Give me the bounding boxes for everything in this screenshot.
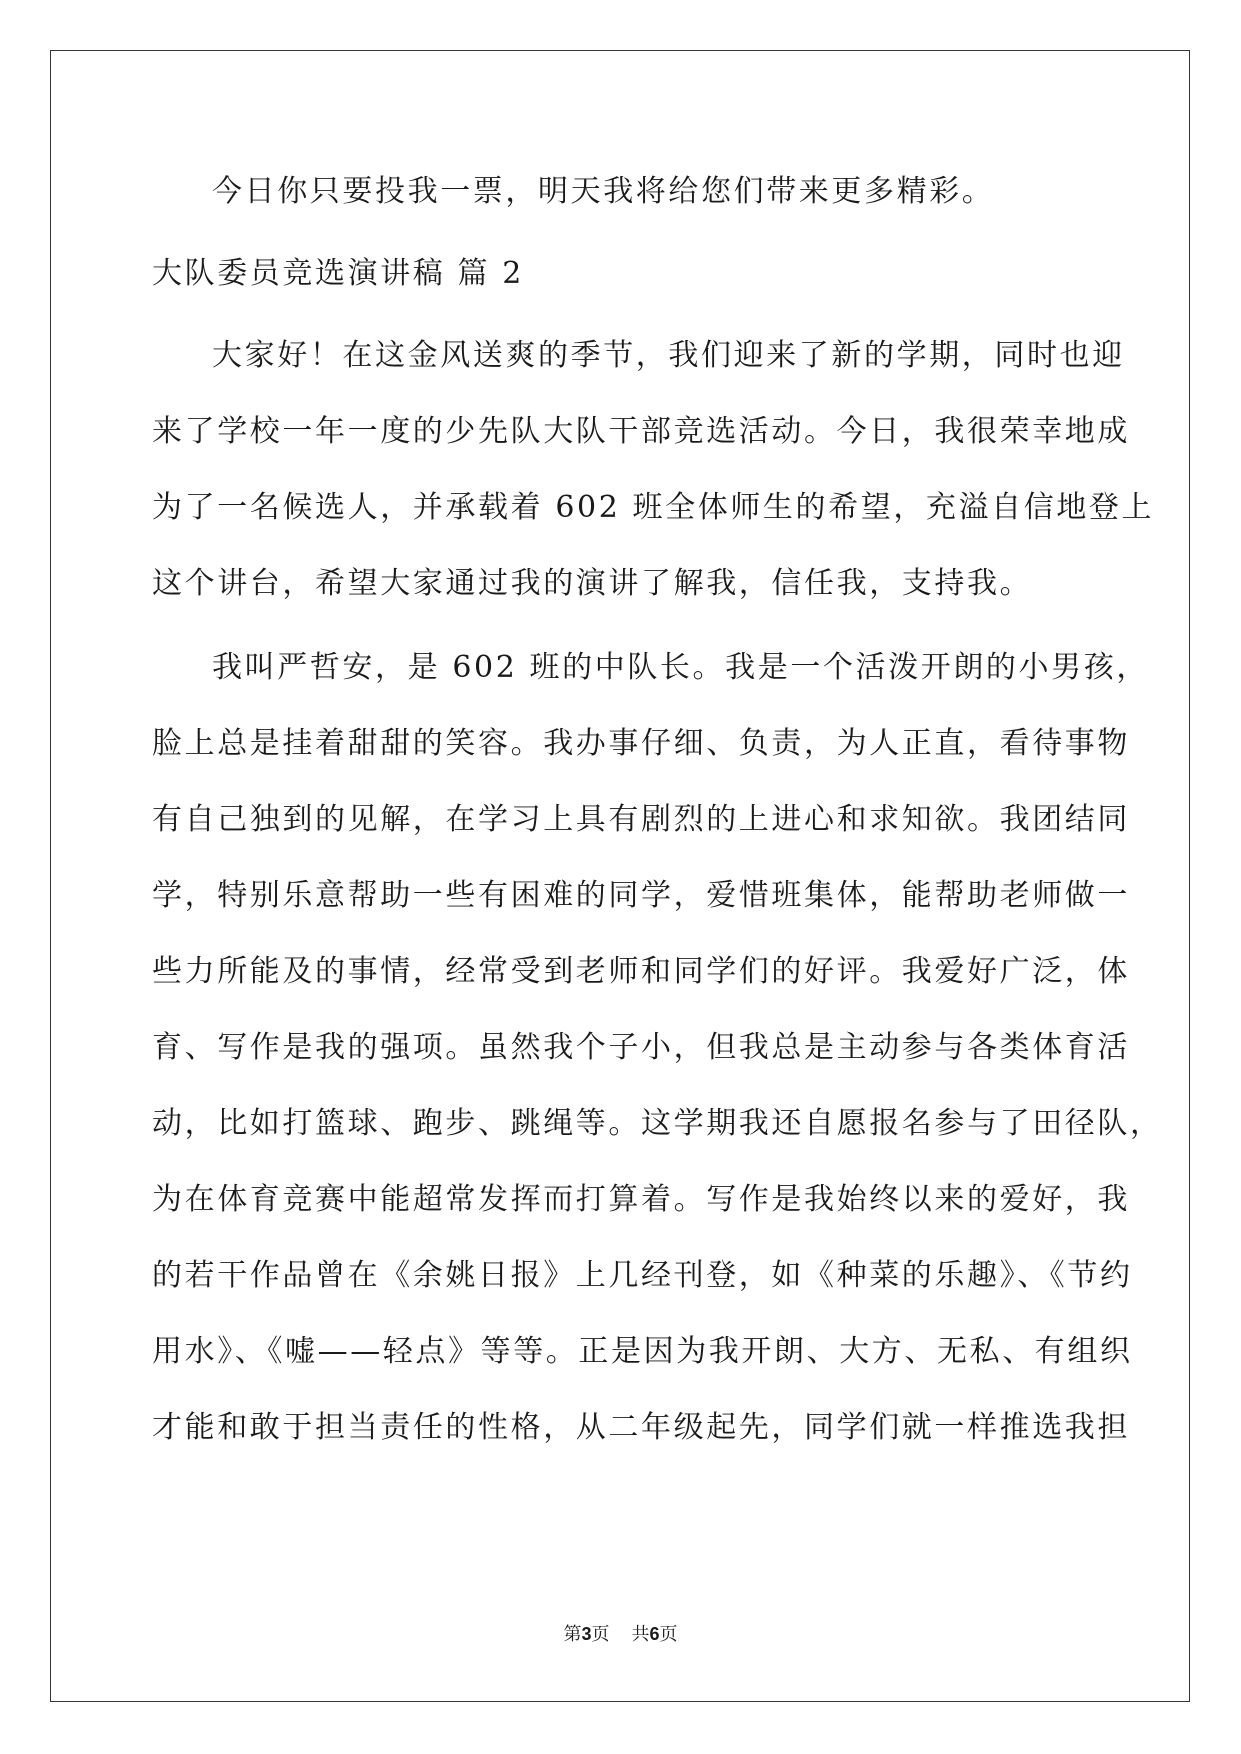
total-prefix: 共	[631, 1624, 650, 1645]
paragraph-line: 我叫严哲安，是 602 班的中队长。我是一个活泼开朗的小男孩，	[212, 650, 1149, 685]
paragraph-line: 学，特别乐意帮助一些有困难的同学，爱惜班集体，能帮助老师做一	[152, 878, 1130, 913]
paragraph-line: 的若干作品曾在《余姚日报》上几经刊登，如《种菜的乐趣》、《节约	[152, 1258, 1133, 1293]
page-total: 6	[649, 1624, 660, 1644]
page-footer	[0, 1622, 1241, 1647]
paragraph-line: 为在体育竞赛中能超常发挥而打算着。写作是我始终以来的爱好，我	[152, 1182, 1130, 1217]
paragraph-line: 这个讲台，希望大家通过我的演讲了解我，信任我，支持我。	[152, 566, 1033, 601]
page-current: 3	[581, 1624, 592, 1644]
paragraph-line: 动，比如打篮球、跑步、跳绳等。这学期我还自愿报名参与了田径队，	[152, 1106, 1163, 1141]
paragraph-line: 来了学校一年一度的少先队大队干部竞选活动。今日，我很荣幸地成	[152, 414, 1130, 449]
paragraph-line: 用水》、《嘘——轻点》等等。正是因为我开朗、大方、无私、有组织	[152, 1334, 1133, 1369]
paragraph-line: 些力所能及的事情，经常受到老师和同学们的好评。我爱好广泛，体	[152, 954, 1130, 989]
paragraph-line: 有自己独到的见解，在学习上具有剧烈的上进心和求知欲。我团结同	[152, 802, 1130, 837]
paragraph-line: 育、写作是我的强项。虽然我个子小，但我总是主动参与各类体育活	[152, 1030, 1130, 1065]
paragraph-line: 才能和敢于担当责任的性格，从二年级起先，同学们就一样推选我担	[152, 1410, 1130, 1445]
section-heading: 大队委员竞选演讲稿 篇 2	[152, 256, 524, 291]
paragraph-line: 为了一名候选人，并承载着 602 班全体师生的希望，充溢自信地登上	[152, 490, 1155, 525]
paragraph-line: 大家好！在这金风送爽的季节，我们迎来了新的学期，同时也迎	[212, 338, 1125, 373]
page-prefix: 第	[563, 1624, 582, 1645]
paragraph-line: 今日你只要投我一票，明天我将给您们带来更多精彩。	[212, 174, 995, 209]
paragraph-line: 脸上总是挂着甜甜的笑容。我办事仔细、负责，为人正直，看待事物	[152, 726, 1130, 761]
page-suffix: 页	[591, 1624, 610, 1645]
total-suffix: 页	[659, 1624, 678, 1645]
